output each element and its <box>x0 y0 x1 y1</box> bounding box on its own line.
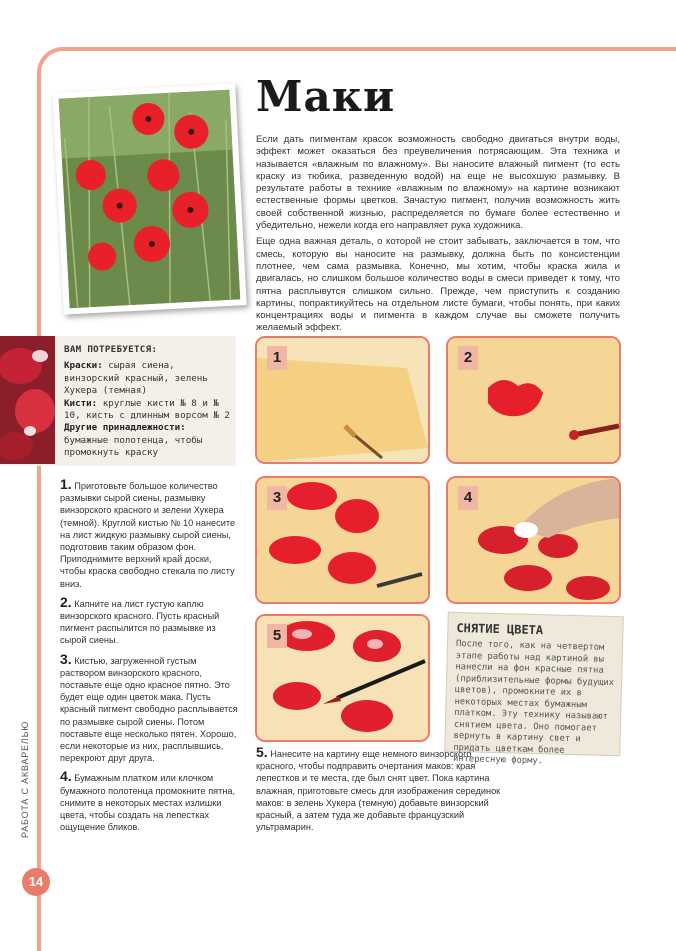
step-item: 3. Кистью, загруженной густым раствором винзорского красного, поставьте еще одно красное пятно. Это будет еще один цветок мака. Пусть красный пигмент свободно расплывается по размывке сырой сиены. Потом поставьте еще несколько пятен. Хорошо, если некоторые из них, расплывшись, перекроют друг друга. <box>60 650 238 764</box>
step-item: 1. Приготовьте большое количество размывки сырой сиены, размывку винзорского красного и зелени Хукера (темной). Круглой кистью № 10 нанесите на лист жидкую размывку сырой сиены, подготовив таким образом фон. Приподнимите верхний край доски, чтобы краска свободно стекала по листу вниз. <box>60 476 236 589</box>
step-item-5: 5. Нанесите на картину еще немного винзорского красного, чтобы подправить очертания маков: края лепестков и те места, где был снят цвет. Пока картина влажная, приготовьте смесь для изображения серединок маков: в зелень Хукера (темную) добавьте винзорский красный, а затем туда же добавьте французский ультрамарин. <box>256 744 501 833</box>
supplies-other: Другие принадлежности: бумажные полотенца, чтобы промокнуть краску <box>64 422 203 459</box>
intro-paragraph: Еще одна важная деталь, о которой не стоит забывать, заключается в том, что смесь, которую вы наносите на размывку, должна быть по консистенции плотнее, чем сама размывка. Конечно, мы хотим, чтобы краска жила и двигалась, но слишком большое количество воды в смеси приведет к тому, что пятна расплывутся слишком сильно. Прежде, чем приступить к созданию картины, попрактикуйтесь на отдельном листе бумаги, чтобы понять, при каких концентрациях воды и пигмента в каждом случае вы сможете получить желаемый эффект. <box>256 236 620 334</box>
page-title: Маки <box>256 72 396 121</box>
color-removal-heading: СНЯТИЕ ЦВЕТА <box>456 620 544 638</box>
paint-palette-image <box>0 336 55 464</box>
step-panel-2 <box>446 336 621 464</box>
intro-paragraph: Если дать пигментам красок возможность свободно двигаться внутри воды, эффект может оказаться без преувеличения потрясающим. Эта техника и называется «влажным по влажному». Вы наносите влажный пигмент (то есть краску из тюбика, разведенную водой) на еще не высохшую размывку. В результате работы в технике «влажным по влажному» на картине возникают естественные формы цветков. Зачастую пигмент, получив возможность жить своей собственной жизнью, распределяется по бумаге более естественно и убедительно, нежели когда его направляет рука художника. <box>256 134 620 232</box>
poppy-photo <box>52 83 246 314</box>
steps-list <box>60 478 238 839</box>
step-panel-3 <box>255 476 430 604</box>
step-badge: 5 <box>267 624 287 648</box>
step-panel-4 <box>446 476 621 604</box>
supplies-brushes: Кисти: круглые кисти № 8 и № 10, кисть с длинным ворсом № 2 <box>64 397 230 422</box>
step-panel-1 <box>255 336 430 464</box>
section-label: РАБОТА С АКВАРЕЛЬЮ <box>20 720 30 838</box>
step-item: 2. Капните на лист густую каплю винзорского красного. Пусть красный пигмент распылится по размывке из сырой сиены. <box>60 593 220 646</box>
supplies-list <box>64 344 234 460</box>
step-badge: 3 <box>267 486 287 510</box>
step-badge: 4 <box>458 486 478 510</box>
page-number: 14 <box>22 868 50 896</box>
step-panel-5 <box>255 614 430 742</box>
step-badge: 2 <box>458 346 478 370</box>
step-item: 4. Бумажным платком или клочком бумажного полотенца промокните пятна, снимите в некоторых местах излишки цвета, чтобы создать на лепестках ощущение бликов. <box>60 768 236 833</box>
supplies-heading: ВАМ ПОТРЕБУЕТСЯ: <box>64 344 158 355</box>
color-removal-text: После того, как на четвертом этапе работы над картиной вы нанесли на фон красные пятна (приблизительные формы будущих цветов), промокните их в некоторых местах бумажным платком. Эту технику называют снятием цвета. Оно помогает вернуть в картину свет и придать цветкам более интересную форму. <box>452 638 615 767</box>
color-removal-box <box>444 612 624 767</box>
step-badge: 1 <box>267 346 287 370</box>
supplies-paints: Краски: сырая сиена, винзорский красный, зелень Хукера (темная) <box>64 360 208 397</box>
intro-text <box>256 134 620 339</box>
